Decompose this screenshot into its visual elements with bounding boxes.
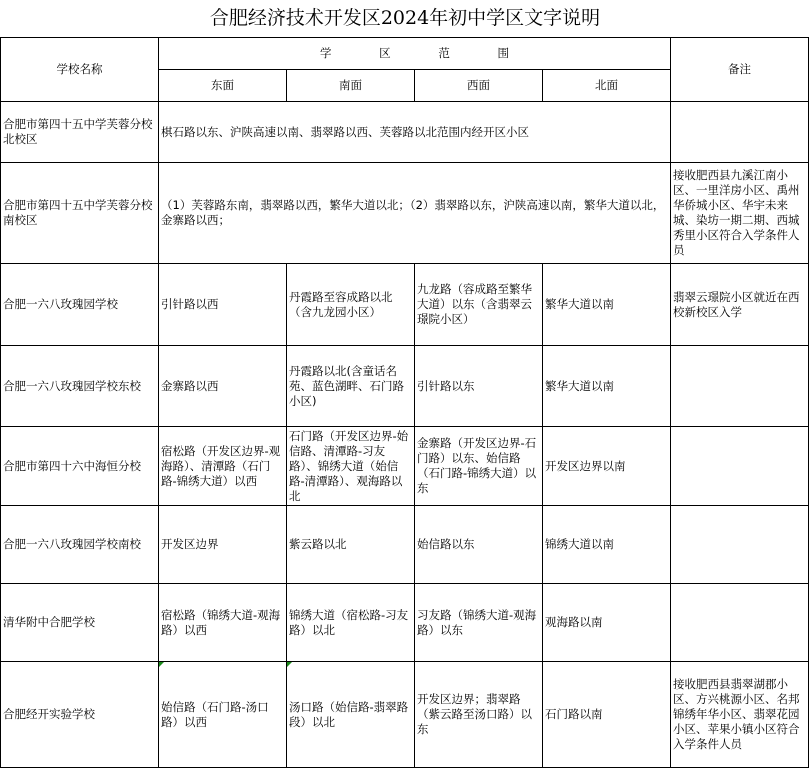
remarks-cell: 接收肥西县翡翠湖郡小区、方兴桃源小区、名邦锦绣年华小区、翡翠花园小区、苹果小镇小区符合入学条件人员 bbox=[671, 662, 809, 768]
header-remarks: 备注 bbox=[671, 38, 809, 102]
east-cell: 开发区边界 bbox=[159, 506, 287, 584]
header-south: 南面 bbox=[287, 70, 415, 102]
header-school-name: 学校名称 bbox=[1, 38, 159, 102]
range-merged-cell: （1）芙蓉路东南，翡翠路以西，繁华大道以北；（2）翡翠路以东，沪陕高速以南，繁华大道以北，金寨路以西； bbox=[159, 163, 671, 264]
east-cell: 始信路（石门路-汤口路）以西 bbox=[159, 662, 287, 768]
school-name-cell: 合肥经开实验学校 bbox=[1, 662, 159, 768]
school-name-cell: 合肥一六八玫瑰园学校东校 bbox=[1, 346, 159, 427]
north-cell: 石门路以南 bbox=[543, 662, 671, 768]
west-cell: 引针路以东 bbox=[415, 346, 543, 427]
table-row bbox=[1, 163, 809, 264]
table-row bbox=[1, 102, 809, 163]
school-name-cell: 清华附中合肥学校 bbox=[1, 584, 159, 662]
north-cell: 锦绣大道以南 bbox=[543, 506, 671, 584]
south-cell: 丹霞路以北(含童话名苑、蓝色湖畔、石门路小区) bbox=[287, 346, 415, 427]
remarks-cell bbox=[671, 346, 809, 427]
south-cell: 锦绣大道（宿松路-习友路）以北 bbox=[287, 584, 415, 662]
west-cell: 九龙路（容成路至繁华大道）以东（含翡翠云璟院小区） bbox=[415, 264, 543, 346]
school-name-cell: 合肥一六八玫瑰园学校南校 bbox=[1, 506, 159, 584]
table-row bbox=[1, 427, 809, 506]
school-district-table bbox=[0, 37, 809, 768]
remarks-cell bbox=[671, 584, 809, 662]
page-title: 合肥经济技术开发区2024年初中学区文字说明 bbox=[209, 7, 601, 29]
east-cell: 引针路以西 bbox=[159, 264, 287, 346]
remarks-cell bbox=[671, 427, 809, 506]
south-cell: 石门路（开发区边界-始信路、清潭路-习友路）、锦绣大道（始信路-清潭路）、观海路以北 bbox=[287, 427, 415, 506]
west-cell: 习友路（锦绣大道-观海路）以东 bbox=[415, 584, 543, 662]
school-name-cell: 合肥市第四十五中学芙蓉分校南校区 bbox=[1, 163, 159, 264]
table-row bbox=[1, 346, 809, 427]
east-cell: 宿松路（开发区边界-观海路）、清潭路（石门路-锦绣大道）以西 bbox=[159, 427, 287, 506]
header-range: 学 区 范 围 bbox=[159, 38, 671, 70]
table-row bbox=[1, 584, 809, 662]
remarks-cell: 翡翠云璟院小区就近在西校新校区入学 bbox=[671, 264, 809, 346]
west-cell: 开发区边界；翡翠路（紫云路至汤口路）以东 bbox=[415, 662, 543, 768]
west-cell: 金寨路（开发区边界-石门路）以东、始信路（石门路-锦绣大道）以东 bbox=[415, 427, 543, 506]
header-west: 西面 bbox=[415, 70, 543, 102]
south-cell: 紫云路以北 bbox=[287, 506, 415, 584]
east-cell: 金寨路以西 bbox=[159, 346, 287, 427]
header-north: 北面 bbox=[543, 70, 671, 102]
remarks-cell bbox=[671, 102, 809, 163]
school-name-cell: 合肥市第四十五中学芙蓉分校北校区 bbox=[1, 102, 159, 163]
north-cell: 繁华大道以南 bbox=[543, 346, 671, 427]
school-name-cell: 合肥一六八玫瑰园学校 bbox=[1, 264, 159, 346]
table-row bbox=[1, 506, 809, 584]
south-cell: 汤口路（始信路-翡翠路段）以北 bbox=[287, 662, 415, 768]
remarks-cell bbox=[671, 506, 809, 584]
north-cell: 观海路以南 bbox=[543, 584, 671, 662]
header-row-1 bbox=[1, 38, 809, 70]
east-cell: 宿松路（锦绣大道-观海路）以西 bbox=[159, 584, 287, 662]
range-merged-cell: 棋石路以东、沪陕高速以南、翡翠路以西、芙蓉路以北范围内经开区小区 bbox=[159, 102, 671, 163]
north-cell: 开发区边界以南 bbox=[543, 427, 671, 506]
school-name-cell: 合肥市第四十六中海恒分校 bbox=[1, 427, 159, 506]
table-row bbox=[1, 662, 809, 768]
table-row bbox=[1, 264, 809, 346]
south-cell: 丹霞路至容成路以北（含九龙园小区） bbox=[287, 264, 415, 346]
north-cell: 繁华大道以南 bbox=[543, 264, 671, 346]
west-cell: 始信路以东 bbox=[415, 506, 543, 584]
header-east: 东面 bbox=[159, 70, 287, 102]
remarks-cell: 接收肥西县九溪江南小区、一里洋房小区、禹州华侨城小区、华宇未来城、染坊一期二期、西城秀里小区符合入学条件人员 bbox=[671, 163, 809, 264]
